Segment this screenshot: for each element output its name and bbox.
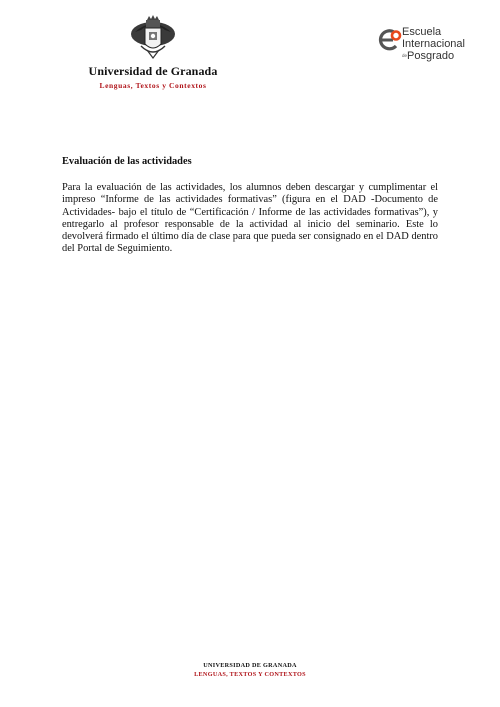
footer-university: UNIVERSIDAD DE GRANADA (203, 662, 297, 669)
school-line3: Posgrado (407, 50, 455, 62)
university-name: Universidad de Granada (88, 64, 218, 78)
university-logo (83, 14, 223, 90)
paragraph-text-informe: Informe (105, 194, 139, 206)
school-prefix: de (402, 53, 408, 59)
school-line2: Internacional (402, 38, 465, 50)
document-body (62, 156, 438, 255)
evaluation-paragraph (62, 182, 438, 255)
school-line1: Escuela (402, 26, 442, 38)
university-crest-icon (127, 14, 179, 62)
page-footer (0, 662, 500, 679)
school-logo (378, 26, 488, 74)
section-heading: Evaluación de las actividades (62, 156, 192, 167)
school-mark-icon (378, 28, 402, 52)
paragraph-text-formativas: formativas (227, 194, 273, 206)
footer-program: LENGUAS, TEXTOS Y CONTEXTOS (194, 670, 306, 678)
paragraph-text-2: de las actividades (138, 194, 228, 206)
program-name: Lenguas, Textos y Contextos (99, 81, 207, 90)
school-name (402, 26, 465, 62)
paragraph-text-1: Para la evaluación de las actividades, los alumnos deben descargar y cumplimentar el impreso “ (62, 182, 438, 206)
school-line3-wrap (402, 50, 465, 62)
paragraph-text-3: ” (figura en el DAD -Documento de Actividades- bajo el título de “Certificación / Informe de las actividades formativas”), y entregarlo al profesor responsable de la actividad al inicio del seminario. Este lo devolverá firmado el último día de clase para que pueda ser consignado en el DAD dentro del Portal de Seguimiento. (62, 194, 438, 255)
